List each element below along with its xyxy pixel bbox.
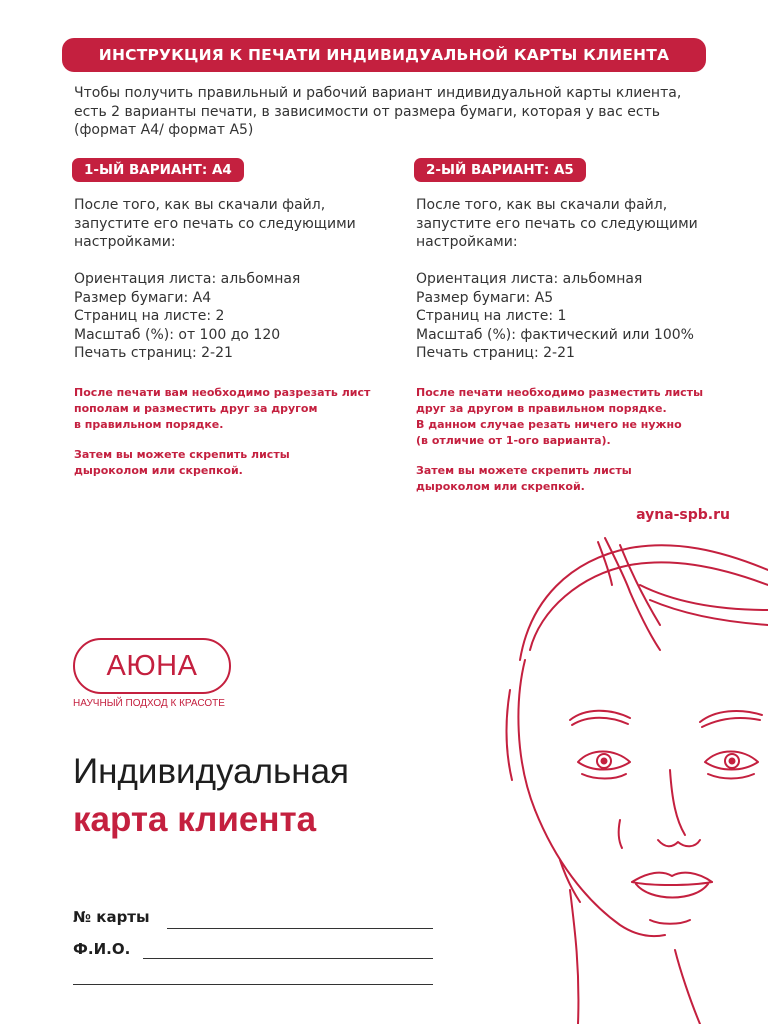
setting-line: Ориентация листа: альбомная xyxy=(74,271,301,287)
website-link[interactable]: ayna-spb.ru xyxy=(636,507,730,523)
setting-line: Размер бумаги: А5 xyxy=(416,289,554,306)
setting-line: Страниц на листе: 2 xyxy=(74,308,225,324)
variant-a4-intro xyxy=(74,196,404,252)
setting-line: Масштаб (%): от 100 до 120 xyxy=(74,326,281,343)
card-number-label: № карты xyxy=(73,908,150,926)
variant-a4-column xyxy=(74,158,404,479)
variant-a5-settings xyxy=(416,270,746,363)
setting-line: Размер бумаги: А4 xyxy=(74,289,212,306)
setting-line: Печать страниц: 2-21 xyxy=(416,345,575,361)
variant-a4-settings xyxy=(74,270,404,363)
text-line: После того, как вы скачали файл, xyxy=(74,197,326,213)
variant-a5-intro xyxy=(416,196,746,252)
note-line: друг за другом в правильном порядке. xyxy=(416,401,667,415)
note-line: В данном случае резать ничего не нужно xyxy=(416,417,682,431)
logo-text: АЮНА xyxy=(106,649,198,682)
note-line: в правильном порядке. xyxy=(74,417,224,431)
setting-line: Печать страниц: 2-21 xyxy=(74,345,233,361)
card-title-line2: карта клиента xyxy=(73,800,317,839)
intro-paragraph xyxy=(74,84,714,140)
note-line: дыроколом или скрепкой. xyxy=(416,479,585,493)
variant-a5-note xyxy=(416,385,746,449)
instruction-banner: ИНСТРУКЦИЯ К ПЕЧАТИ ИНДИВИДУАЛЬНОЙ КАРТЫ КЛИЕНТА xyxy=(62,38,706,72)
text-line: После того, как вы скачали файл, xyxy=(416,197,668,213)
text-line: запустите его печать со следующими xyxy=(416,215,698,232)
setting-line: Масштаб (%): фактический или 100% xyxy=(416,326,694,343)
note-line: дыроколом или скрепкой. xyxy=(74,463,243,477)
variant-a5-note-secondary xyxy=(416,463,746,495)
note-line: (в отличие от 1-ого варианта). xyxy=(416,433,611,447)
note-line: Затем вы можете скрепить листы xyxy=(416,463,632,477)
intro-line: Чтобы получить правильный и рабочий вариант индивидуальной карты клиента, xyxy=(74,85,682,101)
variant-a5-badge: 2-ЫЙ ВАРИАНТ: А5 xyxy=(414,158,586,182)
intro-line: (формат А4/ формат А5) xyxy=(74,122,254,138)
note-line: пополам и разместить друг за другом xyxy=(74,401,318,415)
setting-line: Страниц на листе: 1 xyxy=(416,308,567,324)
note-line: После печати необходимо разместить листы xyxy=(416,385,704,399)
full-name-field-extra-line[interactable] xyxy=(73,984,433,985)
text-line: настройками: xyxy=(74,234,176,250)
card-number-field[interactable] xyxy=(167,928,433,929)
intro-line: есть 2 варианты печати, в зависимости от размера бумаги, которая у вас есть xyxy=(74,103,660,120)
face-line-art-icon xyxy=(500,530,768,1024)
note-line: Затем вы можете скрепить листы xyxy=(74,447,290,461)
card-title-line1: Индивидуальная xyxy=(73,752,350,791)
setting-line: Ориентация листа: альбомная xyxy=(416,271,643,287)
variant-a4-note-secondary xyxy=(74,447,404,479)
full-name-label: Ф.И.О. xyxy=(73,940,131,958)
note-line: После печати вам необходимо разрезать лист xyxy=(74,385,371,399)
brand-logo xyxy=(73,638,231,694)
variant-a5-column xyxy=(416,158,746,495)
variant-a4-note xyxy=(74,385,404,433)
variant-a4-badge: 1-ЫЙ ВАРИАНТ: А4 xyxy=(72,158,244,182)
text-line: настройками: xyxy=(416,234,518,250)
full-name-field[interactable] xyxy=(143,958,433,959)
text-line: запустите его печать со следующими xyxy=(74,215,356,232)
brand-tagline: НАУЧНЫЙ ПОДХОД К КРАСОТЕ xyxy=(73,698,225,709)
